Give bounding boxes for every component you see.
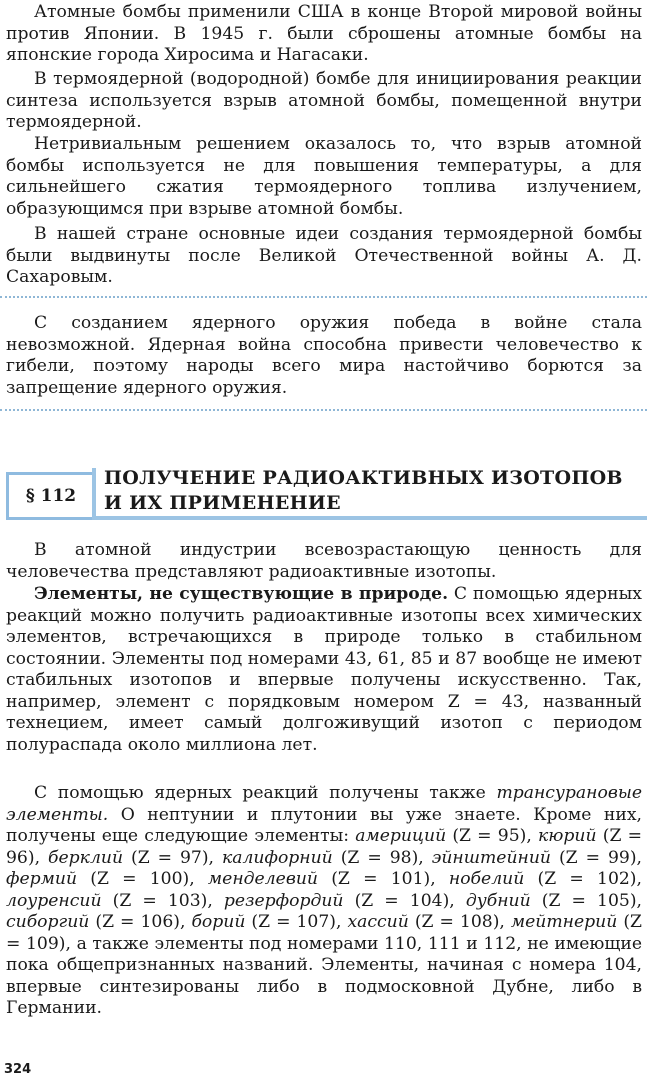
section-heading — [0, 460, 647, 525]
text-run: (Z = 107), — [245, 912, 348, 932]
paragraph-thermonuclear-bomb: В термоядерной (водородной) бомбе для инициирования реакции синтеза используется взрыв атомной бомбы, помещенной внутри термоядерной. — [6, 69, 642, 132]
element-rutherfordium: резерфордий — [223, 890, 344, 911]
text-run: (Z = 106), — [89, 912, 192, 932]
section-title-line-1: ПОЛУЧЕНИЕ РАДИОАКТИВНЫХ ИЗОТОПОВ — [104, 467, 623, 489]
text-run: (Z = 108), — [408, 912, 511, 932]
text-run: (Z = 101), — [318, 869, 449, 889]
element-lawrencium: лоуренсий — [6, 890, 102, 911]
paragraph-intro-isotopes: В атомной индустрии всевозрастающую ценность для человечества представляют радиоактивные изотопы. — [6, 540, 642, 582]
text-run: (Z = 95), — [446, 826, 538, 846]
element-nobelium: нобелий — [448, 869, 525, 889]
text-run: (Z = 105), — [530, 890, 642, 911]
element-californium: калифорний — [221, 847, 333, 868]
text-run: (Z = 104), — [343, 890, 466, 911]
section-heading-underline — [92, 516, 647, 520]
element-mendelevium: менделевий — [207, 869, 318, 889]
paragraph-sakharov: В нашей стране основные идеи создания термоядерной бомбы были выдвинуты после Великой Отечественной войны А. Д. Сахаровым. — [6, 224, 642, 287]
section-heading-divider — [92, 468, 96, 520]
text-run: С помощью ядерных реакций получены также — [34, 783, 497, 803]
element-dubnium: дубний — [465, 890, 531, 911]
section-title — [104, 466, 644, 516]
text-run: (Z = 99), — [551, 847, 642, 868]
section-number-box — [6, 472, 96, 520]
element-meitnerium: мейтнерий — [510, 912, 618, 932]
text-run: (Z = 97), — [123, 847, 222, 868]
paragraph-atomic-bombs-usa: Атомные бомбы применили США в конце Второй мировой войны против Японии. В 1945 г. были сброшены атомные бомбы на японские города Хиросима и Нагасаки. — [6, 2, 642, 65]
section-title-line-2: И ИХ ПРИМЕНЕНИЕ — [104, 492, 341, 514]
text-run: (Z = 102), — [524, 869, 642, 889]
element-berkelium: берклий — [48, 847, 124, 868]
paragraph-elements-text: С помощью ядерных реакций можно получить радиоактивные изотопы всех химических элементов, встречающихся в природе только в стабильном состоянии. Элементы под номерами 43, 61, 85 и 87 вообще не имеют стабильных изотопов и впервые получены искусственно. Так, например, элемент с порядковым номером Z = 43, названный технецием, имеет самый долгоживущий изотоп с периодом полураспада около миллиона лет. — [6, 584, 643, 755]
element-einsteinium: эйнштейний — [431, 847, 552, 868]
element-hassium: хассий — [347, 912, 409, 932]
paragraph-bold-lead: Элементы, не существующие в природе. — [34, 584, 449, 604]
highlight-top-rule — [0, 296, 647, 298]
element-curium: кюрий — [538, 826, 597, 846]
paragraph-transuranic — [6, 783, 642, 1020]
section-number: § 112 — [25, 486, 77, 506]
text-run: О нептунии и плутонии вы уже знаете. Кроме них, получены еще следующие элементы: — [6, 804, 642, 846]
text-run: (Z = 98), — [332, 847, 432, 868]
text-run: (Z = 100), — [77, 869, 208, 889]
text-run: (Z = 109), а также элементы под номерами 110, 111 и 112, не имеющие пока общепризнанных названий. Элементы, начиная с номера 104, впервые синтезированы либо в подмосковной Дубне, либо в Германии. — [6, 912, 642, 1018]
element-fermium: фермий — [6, 869, 78, 889]
term-transuranic: трансурановые элементы. — [6, 783, 642, 825]
highlight-box-text: С созданием ядерного оружия победа в войне стала невозможной. Ядерная война способна привести человечество к гибели, поэтому народы всего мира настойчиво борются за запрещение ядерного оружия. — [6, 313, 642, 398]
element-bohrium: борий — [191, 912, 246, 932]
element-seaborgium: сиборгий — [6, 912, 90, 932]
paragraph-nontrivial-solution: Нетривиальным решением оказалось то, что взрыв атомной бомбы используется не для повышения температуры, а для сильнейшего сжатия термоядерного топлива излучением, образующимся при взрыве атомной бомбы. — [6, 134, 642, 219]
highlight-bottom-rule — [0, 409, 647, 411]
paragraph-elements-not-in-nature — [6, 584, 642, 756]
text-run: (Z = 103), — [101, 890, 224, 911]
text-run: (Z = 96), — [6, 826, 642, 868]
element-americium: америций — [355, 826, 447, 846]
page-number: 324 — [4, 1062, 32, 1077]
